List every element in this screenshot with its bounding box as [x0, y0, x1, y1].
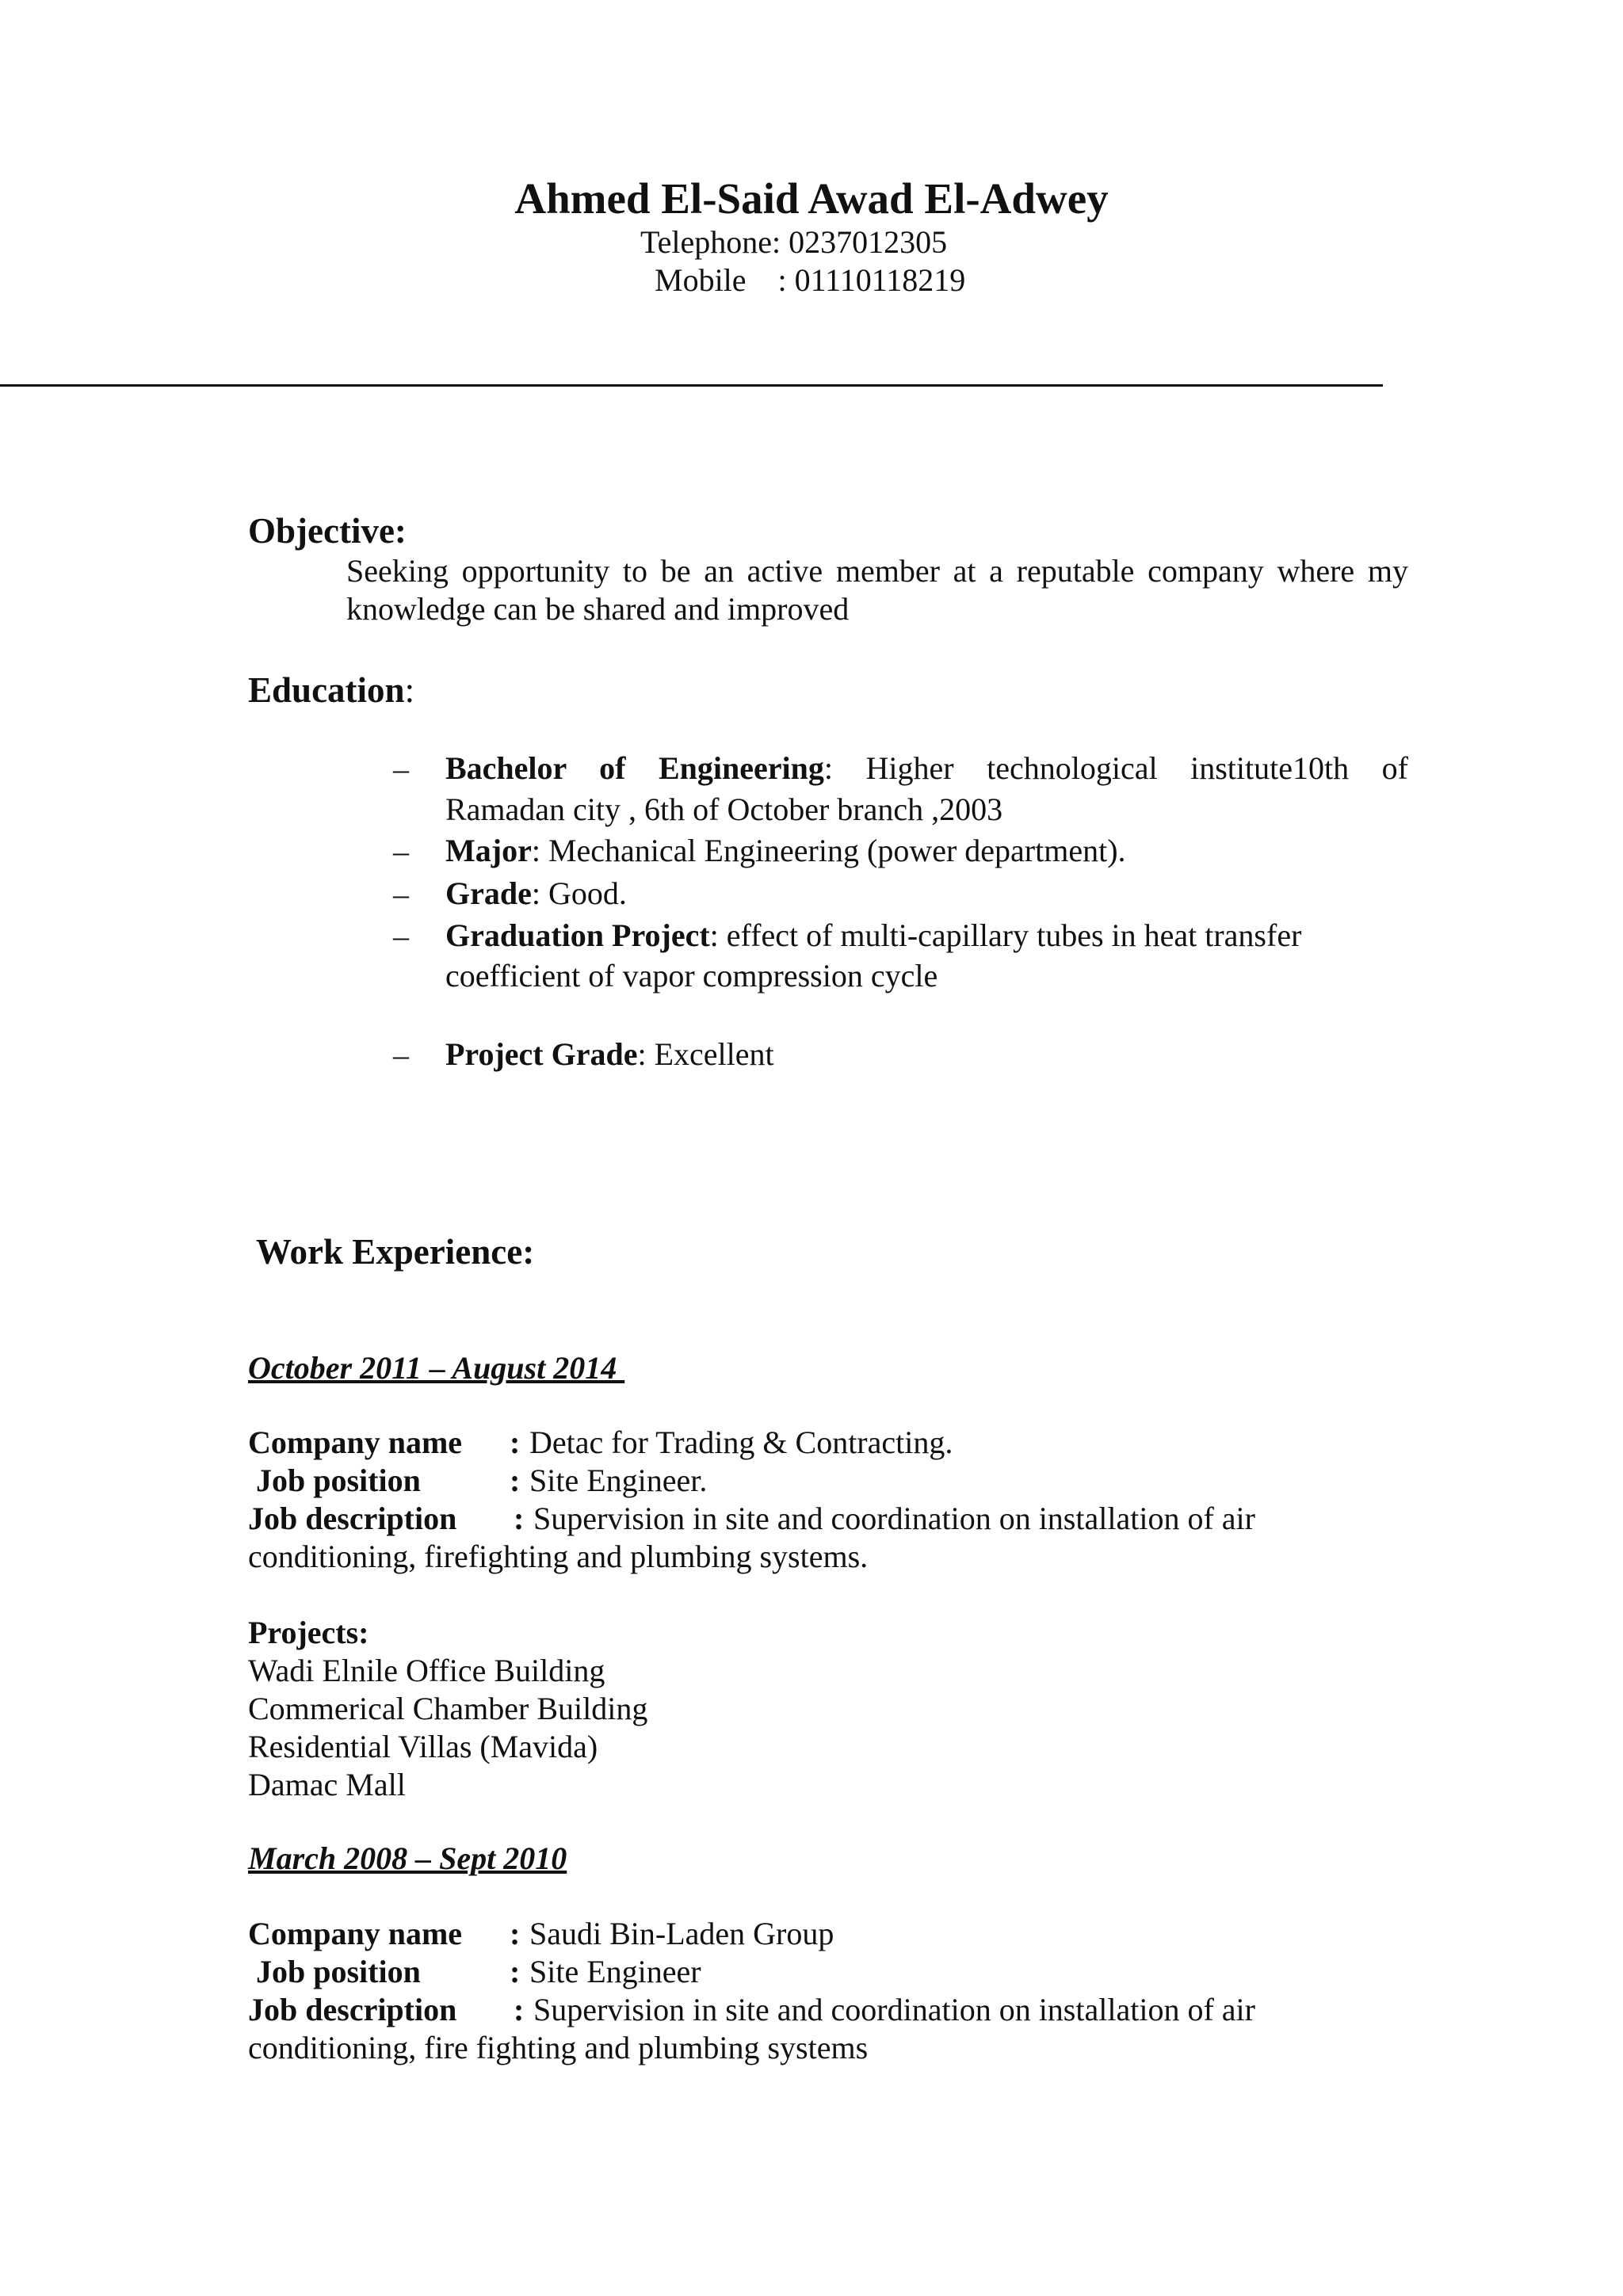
education-degree-text: : Higher technological institute10th of [823, 750, 1408, 786]
education-bullet: – [393, 833, 409, 869]
education-heading [248, 667, 414, 713]
description-label: Job description [248, 1992, 457, 2027]
project-item: Residential Villas (Mavida) [248, 1729, 598, 1764]
colon: : [510, 1954, 521, 1989]
education-item-major [445, 832, 1126, 870]
education-project-line-2: coefficient of vapor compression cycle [445, 958, 938, 994]
job-1-description-line-2: conditioning, firefighting and plumbing systems. [248, 1539, 869, 1574]
company-value: Saudi Bin-Laden Group [529, 1916, 834, 1951]
colon: : [514, 1992, 525, 2027]
mobile [655, 260, 965, 301]
job-1-company-row [0, 1424, 1623, 1462]
education-project-label: Graduation Project [445, 917, 710, 953]
education-major-text: : Mechanical Engineering (power department). [531, 833, 1126, 868]
project-item: Damac Mall [248, 1767, 406, 1802]
education-project-grade-label: Project Grade [445, 1036, 638, 1072]
education-item-project-grade [445, 1035, 774, 1074]
company-label: Company name [248, 1916, 463, 1951]
education-major-label: Major [445, 833, 532, 868]
work-heading: Work Experience: [256, 1232, 535, 1272]
job-2-position-row [0, 1953, 1623, 1991]
education-heading-text: Education [248, 670, 405, 710]
description-label: Job description [248, 1501, 457, 1536]
education-project-grade-text: : Excellent [637, 1036, 774, 1072]
job-2-description-line-2: conditioning, fire fighting and plumbing systems [248, 2030, 869, 2065]
education-heading-colon: : [404, 670, 415, 710]
company-label: Company name [248, 1425, 463, 1460]
job-2-description-row [0, 1991, 1623, 2029]
job-1-projects-label: Projects: [248, 1615, 369, 1650]
education-bullet: – [393, 751, 409, 787]
position-value: Site Engineer. [529, 1463, 708, 1498]
colon: : [514, 1501, 525, 1536]
mobile-value: : 01110118219 [777, 262, 966, 298]
colon: : [510, 1425, 521, 1460]
company-value: Detac for Trading & Contracting. [529, 1425, 953, 1460]
project-item: Commerical Chamber Building [248, 1691, 648, 1726]
job-1-description-row [0, 1500, 1623, 1538]
education-bullet: – [393, 918, 409, 954]
objective-line-1: Seeking opportunity to be an active member at a reputable company where my [346, 553, 1408, 589]
position-value: Site Engineer [529, 1954, 701, 1989]
education-degree-line-2: Ramadan city , 6th of October branch ,2003 [445, 791, 1003, 827]
education-bullet: – [393, 876, 409, 912]
education-item-grade [445, 875, 627, 913]
colon: : [510, 1916, 521, 1951]
mobile-label: Mobile [655, 262, 747, 298]
job-1-position-row [0, 1462, 1623, 1500]
objective-heading: Objective: [248, 511, 407, 551]
description-value: Supervision in site and coordination on installation of air [533, 1501, 1255, 1536]
description-value: Supervision in site and coordination on installation of air [533, 1992, 1255, 2027]
education-grade-label: Grade [445, 875, 532, 911]
position-label: Job position [256, 1463, 421, 1498]
education-grade-text: : Good. [531, 875, 627, 911]
job-2-period: March 2008 – Sept 2010 [248, 1840, 567, 1876]
education-bullet: – [393, 1037, 409, 1073]
header-divider [0, 384, 1383, 387]
education-item-degree [445, 749, 1408, 788]
candidate-name: Ahmed El-Said Awad El-Adwey [514, 174, 1109, 223]
project-item: Wadi Elnile Office Building [248, 1653, 605, 1688]
objective-line-2: knowledge can be shared and improved [346, 591, 850, 627]
job-2-company-row [0, 1915, 1623, 1953]
education-degree-label: Bachelor of Engineering [445, 750, 824, 786]
education-project-text: : effect of multi-capillary tubes in heat transfer [709, 917, 1302, 953]
position-label: Job position [256, 1954, 421, 1989]
telephone: Telephone: 0237012305 [640, 224, 948, 260]
education-item-project [445, 917, 1301, 955]
colon: : [510, 1463, 521, 1498]
job-1-period: October 2011 – August 2014 [248, 1350, 625, 1386]
